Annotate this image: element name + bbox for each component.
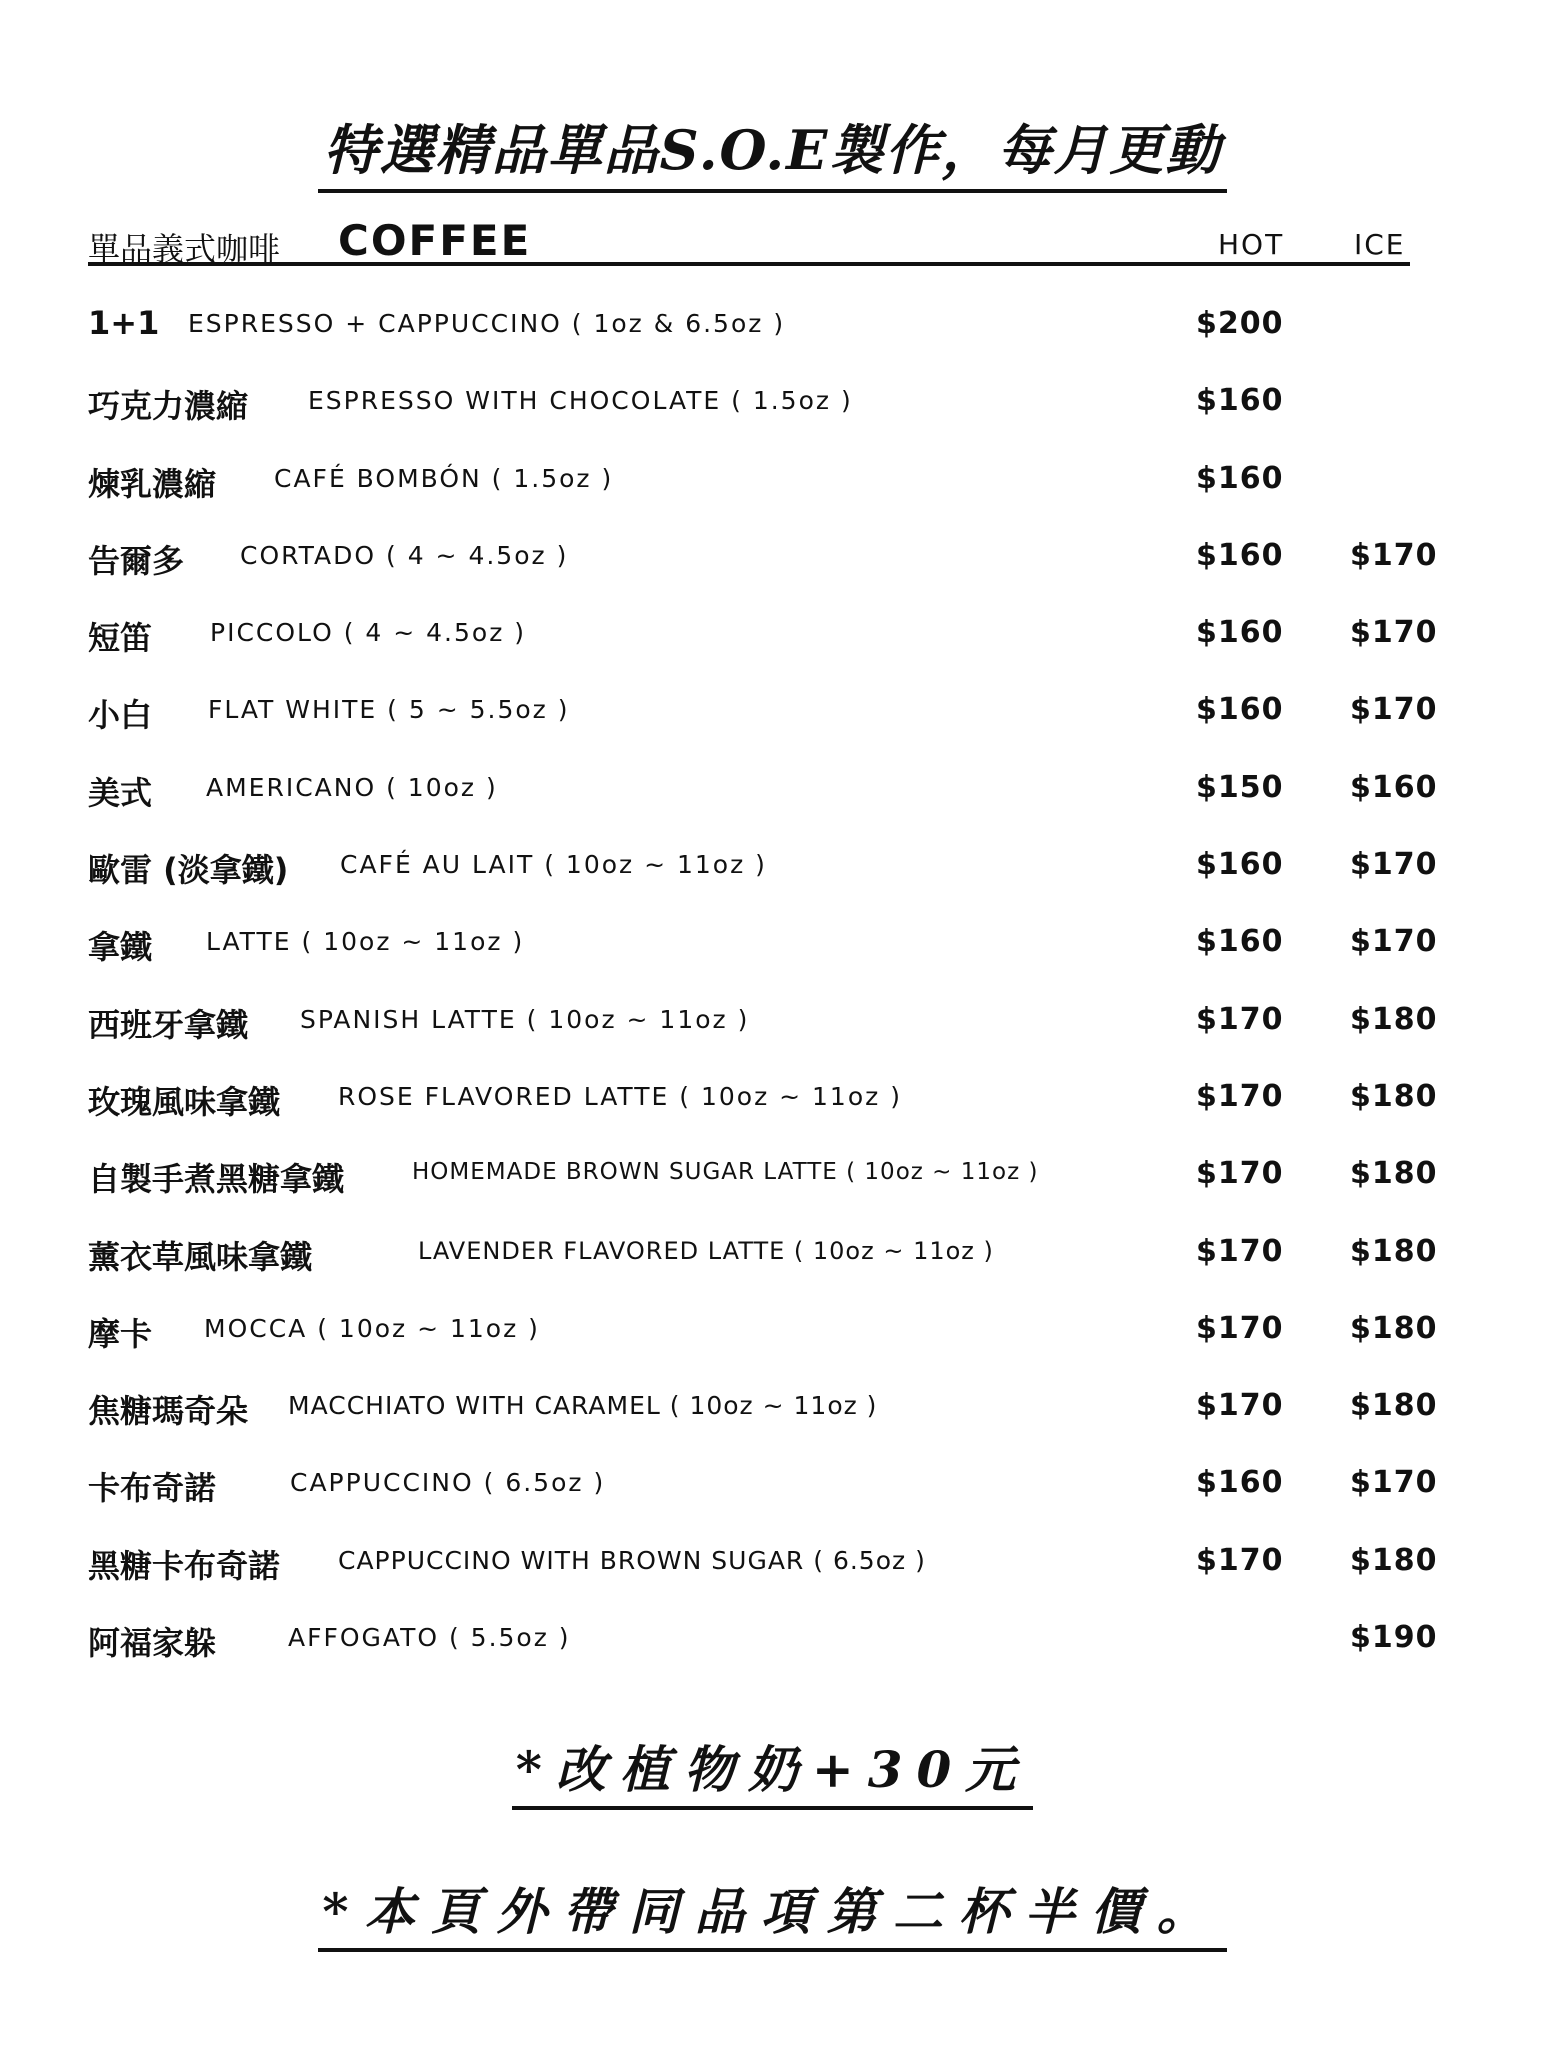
item-price-hot: $170 (1196, 1388, 1284, 1424)
item-price-hot: $160 (1196, 1465, 1284, 1501)
item-name-chinese: 阿福家躲 (88, 1624, 217, 1663)
item-name-chinese: 短笛 (88, 619, 153, 658)
item-name-english: PICCOLO ( 4 ~ 4.5oz ) (210, 618, 527, 648)
menu-item (88, 1073, 1438, 1150)
item-price-ice: $180 (1350, 1078, 1438, 1114)
item-name-english: FLAT WHITE ( 5 ~ 5.5oz ) (208, 695, 570, 725)
item-name-chinese: 焦糖瑪奇朵 (88, 1392, 249, 1431)
item-price-ice: $180 (1350, 1310, 1438, 1346)
menu-header (88, 218, 1410, 266)
item-price-hot: $160 (1196, 692, 1284, 728)
item-name-english: CAFÉ AU LAIT ( 10oz ~ 11oz ) (340, 850, 767, 880)
page-title (0, 108, 1545, 193)
menu-item (88, 532, 1438, 609)
menu-item (88, 1150, 1438, 1227)
menu-list (88, 300, 1438, 1691)
item-price-hot: $150 (1196, 769, 1284, 805)
menu-item (88, 377, 1428, 454)
item-price-hot: $160 (1196, 615, 1284, 651)
second-cup-note-text: *本頁外帶同品項第二杯半價。 (318, 1872, 1226, 1952)
item-price-ice: $160 (1350, 769, 1438, 805)
item-price-ice: $170 (1350, 847, 1438, 883)
item-name-chinese: 黑糖卡布奇諾 (88, 1546, 281, 1585)
item-name-chinese: 玫瑰風味拿鐵 (88, 1082, 281, 1121)
item-name-english: ESPRESSO + CAPPUCCINO ( 1oz & 6.5oz ) (188, 309, 786, 338)
item-price-ice: $170 (1350, 615, 1438, 651)
item-name-english: HOMEMADE BROWN SUGAR LATTE ( 10oz ~ 11oz ) (412, 1159, 1039, 1186)
menu-item (88, 996, 1438, 1073)
item-price-ice: $190 (1350, 1620, 1438, 1656)
item-name-english: LAVENDER FLAVORED LATTE ( 10oz ~ 11oz ) (418, 1236, 994, 1265)
item-price-ice: $180 (1350, 1388, 1438, 1424)
menu-item (88, 1305, 1438, 1382)
item-price-hot: $160 (1196, 460, 1284, 496)
item-name-chinese: 歐雷 (淡拿鐵) (88, 851, 289, 890)
menu-item (88, 1459, 1438, 1536)
plant-milk-note-text: *改植物奶+30元 (512, 1730, 1034, 1810)
item-name-english: CAFÉ BOMBÓN ( 1.5oz ) (274, 463, 614, 493)
item-price-hot: $170 (1196, 1233, 1284, 1269)
item-price-ice: $170 (1350, 537, 1438, 573)
menu-item (88, 1382, 1438, 1459)
item-price-hot: $160 (1196, 537, 1284, 573)
section-title-chinese: 單品義式咖啡 (88, 230, 281, 268)
item-name-chinese: 拿鐵 (88, 928, 153, 967)
menu-item (88, 300, 1428, 377)
item-name-english: CORTADO ( 4 ~ 4.5oz ) (240, 540, 569, 570)
item-price-hot: $200 (1196, 306, 1284, 341)
item-price-hot: $170 (1196, 1310, 1284, 1346)
item-name-chinese: 1+1 (88, 304, 160, 342)
menu-item (88, 764, 1438, 841)
item-name-chinese: 小白 (88, 696, 153, 735)
item-name-chinese: 美式 (88, 773, 153, 812)
item-name-english: AFFOGATO ( 5.5oz ) (288, 1623, 571, 1653)
item-price-hot: $160 (1196, 383, 1284, 419)
item-name-chinese: 巧克力濃縮 (88, 387, 249, 426)
item-name-english: LATTE ( 10oz ~ 11oz ) (206, 927, 525, 957)
item-name-chinese: 告爾多 (88, 541, 185, 580)
column-header-hot: HOT (1218, 228, 1285, 261)
item-price-ice: $180 (1350, 1001, 1438, 1037)
plant-milk-note (0, 1730, 1545, 1810)
item-name-english: MOCCA ( 10oz ~ 11oz ) (204, 1313, 540, 1343)
item-name-english: CAPPUCCINO WITH BROWN SUGAR ( 6.5oz ) (338, 1545, 926, 1575)
item-price-ice: $180 (1350, 1542, 1438, 1578)
menu-item (88, 1537, 1438, 1614)
item-price-hot: $170 (1196, 1001, 1284, 1037)
item-name-english: MACCHIATO WITH CARAMEL ( 10oz ~ 11oz ) (288, 1391, 878, 1421)
section-title-english: COFFEE (338, 216, 532, 265)
item-price-hot: $170 (1196, 1156, 1284, 1192)
menu-item (88, 455, 1428, 532)
menu-item (88, 918, 1438, 995)
item-price-ice: $180 (1350, 1233, 1438, 1269)
item-name-chinese: 煉乳濃縮 (88, 464, 217, 503)
page-title-text: 特選精品單品S.O.E製作，每月更動 (318, 108, 1228, 193)
column-header-ice: ICE (1354, 228, 1406, 261)
item-name-english: ROSE FLAVORED LATTE ( 10oz ~ 11oz ) (338, 1081, 902, 1111)
item-name-english: CAPPUCCINO ( 6.5oz ) (290, 1468, 606, 1498)
item-price-ice: $170 (1350, 1465, 1438, 1501)
item-name-english: ESPRESSO WITH CHOCOLATE ( 1.5oz ) (308, 386, 853, 416)
menu-item (88, 686, 1438, 763)
item-name-chinese: 自製手煮黑糖拿鐵 (88, 1160, 345, 1199)
menu-item (88, 841, 1438, 918)
menu-item (88, 1614, 1438, 1691)
item-price-ice: $170 (1350, 924, 1438, 960)
item-price-hot: $170 (1196, 1078, 1284, 1114)
item-price-hot: $160 (1196, 924, 1284, 960)
item-name-chinese: 摩卡 (88, 1314, 153, 1353)
item-price-hot: $160 (1196, 847, 1284, 883)
item-price-ice: $180 (1350, 1156, 1438, 1192)
item-name-english: AMERICANO ( 10oz ) (206, 772, 498, 802)
item-name-chinese: 西班牙拿鐵 (88, 1005, 249, 1044)
second-cup-note (0, 1872, 1545, 1952)
item-price-ice: $170 (1350, 692, 1438, 728)
item-name-chinese: 薰衣草風味拿鐵 (88, 1237, 313, 1276)
item-name-chinese: 卡布奇諾 (88, 1469, 217, 1508)
menu-item (88, 1228, 1438, 1305)
menu-item (88, 609, 1438, 686)
item-price-hot: $170 (1196, 1542, 1284, 1578)
item-name-english: SPANISH LATTE ( 10oz ~ 11oz ) (300, 1004, 750, 1034)
